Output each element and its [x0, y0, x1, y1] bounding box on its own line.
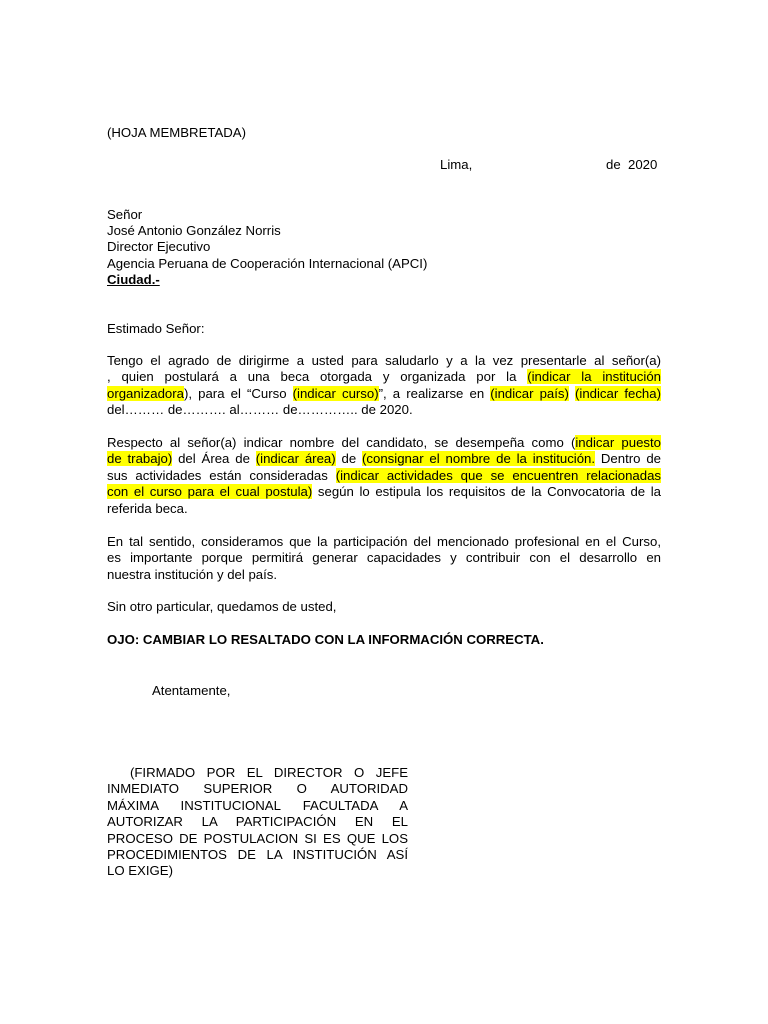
text-run: ), para el “Curso — [183, 385, 293, 401]
highlighted-institution: (indicar la institución — [527, 369, 661, 385]
paragraph-line — [107, 386, 661, 402]
highlighted-country: (indicar país) — [490, 385, 569, 401]
paragraph-justification — [107, 534, 661, 583]
paragraph-line — [107, 484, 661, 500]
text-run: del……… de………. al……… de………….. de 2020. — [107, 402, 413, 418]
text-run: Tengo el agrado de dirigirme a usted para saludarlo y a la vez presentarle al señor(a) — [107, 353, 661, 368]
paragraph-line — [107, 369, 661, 385]
text-run: según lo estipula los requisitos de la Convocatoria de la — [312, 484, 662, 500]
greeting: Estimado Señor: — [107, 321, 205, 336]
highlighted-course: (indicar curso) — [292, 385, 379, 401]
recipient-position: Director Ejecutivo — [107, 239, 211, 254]
recipient-name: José Antonio González Norris — [107, 223, 281, 238]
signature-line: MÁXIMA INSTITUCIONAL FACULTADA A — [107, 797, 408, 813]
paragraph-line — [107, 451, 661, 467]
highlighted-institution-name: (consignar el nombre de la institución. — [362, 451, 596, 467]
paragraph-candidate — [107, 435, 661, 517]
signature-line: (FIRMADO POR EL DIRECTOR O JEFE — [107, 765, 408, 780]
letterhead-placeholder: (HOJA MEMBRETADA) — [107, 125, 246, 140]
highlighted-area: (indicar área) — [255, 451, 336, 467]
paragraph-line — [107, 435, 661, 451]
signature-line: INMEDIATO SUPERIOR O AUTORIDAD — [107, 781, 408, 797]
text-run: sus actividades están consideradas — [107, 467, 336, 483]
correction-note: OJO: CAMBIAR LO RESALTADO CON LA INFORMACIÓN CORRECTA. — [107, 632, 544, 647]
signature-line: PROCESO DE POSTULACION SI ES QUE LOS — [107, 830, 408, 846]
text-run: es importante porque permitirá generar capacidades y contribuir con el desarrollo en — [107, 550, 661, 566]
text-run: nuestra institución y del país. — [107, 566, 278, 582]
date-city: Lima, — [440, 157, 473, 172]
paragraph-line — [107, 353, 661, 369]
paragraph-presentation — [107, 353, 661, 419]
recipient-title: Señor — [107, 207, 143, 222]
paragraph-line — [107, 501, 661, 517]
signature-block — [107, 765, 408, 880]
recipient-city: Ciudad.- — [107, 272, 160, 287]
paragraph-line — [107, 550, 661, 566]
highlighted-institution-cont: organizadora — [107, 385, 184, 401]
highlighted-activities: (indicar actividades que se encuentren relacionadas — [335, 467, 662, 483]
signature-line: LO EXIGE) — [107, 863, 173, 879]
highlighted-activities-cont: con el curso para el cual postula) — [107, 484, 313, 500]
text-run: , quien postulará a una beca otorgada y organizada por la — [107, 369, 528, 385]
paragraph-line — [107, 402, 661, 418]
highlighted-job-title-cont: de trabajo) — [107, 451, 173, 467]
valediction: Atentamente, — [152, 683, 231, 698]
closing-line: Sin otro particular, quedamos de usted, — [107, 599, 337, 614]
highlighted-date: (indicar fecha) — [575, 385, 661, 401]
signature-line: PROCEDIMIENTOS DE LA INSTITUCIÓN ASÍ — [107, 847, 408, 863]
text-run: referida beca. — [107, 500, 188, 516]
recipient-organization: Agencia Peruana de Cooperación Internacional (APCI) — [107, 256, 428, 271]
paragraph-line — [107, 468, 661, 484]
signature-line: AUTORIZAR LA PARTICIPACIÓN EN EL — [107, 814, 408, 830]
text-run: En tal sentido, consideramos que la participación del mencionado profesional en el Curso, — [107, 534, 661, 549]
paragraph-line — [107, 534, 661, 550]
text-run: ”, a realizarse en — [378, 385, 491, 401]
text-run: del Área de — [172, 451, 256, 467]
paragraph-line — [107, 567, 661, 583]
text-run: Dentro de — [595, 451, 661, 467]
text-run: Respecto al señor(a) indicar nombre del candidato, se desempeña como ( — [107, 435, 576, 450]
date-year: de 2020 — [606, 157, 658, 172]
text-run: de — [335, 451, 363, 467]
highlighted-job-title: indicar puesto — [575, 435, 661, 450]
